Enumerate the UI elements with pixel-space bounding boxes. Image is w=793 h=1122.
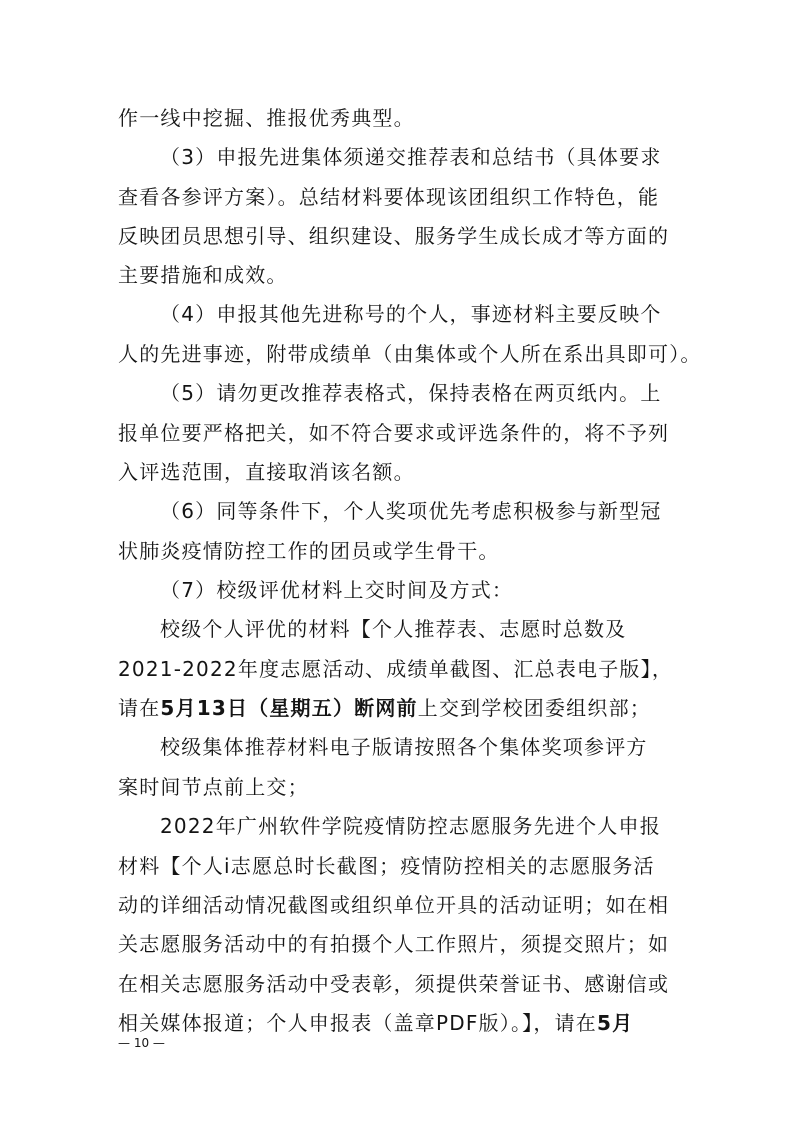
text-line: （6）同等条件下，个人奖项优先考虑积极参与新型冠 — [160, 499, 662, 523]
text-line: （4）申报其他先进称号的个人，事迹材料主要反映个 — [160, 302, 662, 326]
text-line: 反映团员思想引导、组织建设、服务学生成长成才等方面的 — [118, 224, 670, 248]
text-line: 2021-2022年度志愿活动、成绩单截图、汇总表电子版】， — [118, 657, 674, 681]
text-line: （5）请勿更改推荐表格式，保持表格在两页纸内。上 — [160, 381, 662, 405]
text-fragment: 上交到学校团委组织部； — [417, 696, 651, 720]
text-line: 材料【个人i志愿总时长截图；疫情防控相关的志愿服务活 — [118, 854, 655, 878]
text-line: 关志愿服务活动中的有拍摄个人工作照片，须提交照片；如 — [118, 932, 670, 956]
text-line: 案时间节点前上交； — [118, 775, 309, 799]
text-line: 校级集体推荐材料电子版请按照各个集体奖项参评方 — [160, 735, 648, 759]
text-line: 入评选范围，直接取消该名额。 — [118, 460, 415, 484]
text-line-last — [118, 1008, 678, 1038]
text-line: （3）申报先进集体须递交推荐表和总结书（具体要求 — [160, 145, 662, 169]
text-fragment: 请在 — [118, 696, 161, 720]
text-line: （7）校级评优材料上交时间及方式： — [160, 578, 514, 602]
text-line: 作一线中挖掘、推报优秀典型。 — [118, 106, 415, 130]
text-line-deadline — [118, 693, 678, 723]
text-line: 校级个人评优的材料【个人推荐表、志愿时总数及 — [160, 617, 627, 641]
text-line: 动的详细活动情况截图或组织单位开具的活动证明；如在相 — [118, 893, 670, 917]
text-line: 报单位要严格把关，如不符合要求或评选条件的，将不予列 — [118, 421, 670, 445]
text-line: 查看各参评方案）。总结材料要体现该团组织工作特色，能 — [118, 185, 660, 209]
page-number: — 10 — — [118, 1036, 165, 1050]
text-line: 状肺炎疫情防控工作的团员或学生骨干。 — [118, 539, 500, 563]
date-emphasis: 5月 — [596, 1011, 634, 1035]
text-fragment: 相关媒体报道；个人申报表（盖章PDF版）。】，请在 — [118, 1011, 597, 1035]
deadline-emphasis: 5月13日（星期五）断网前 — [160, 696, 418, 720]
text-line: 主要措施和成效。 — [118, 263, 288, 287]
text-line: 在相关志愿服务活动中受表彰，须提供荣誉证书、感谢信或 — [118, 972, 670, 996]
text-line: 人的先进事迹，附带成绩单（由集体或个人所在系出具即可）。 — [118, 342, 702, 366]
text-line: 2022年广州软件学院疫情防控志愿服务先进个人申报 — [160, 814, 661, 838]
